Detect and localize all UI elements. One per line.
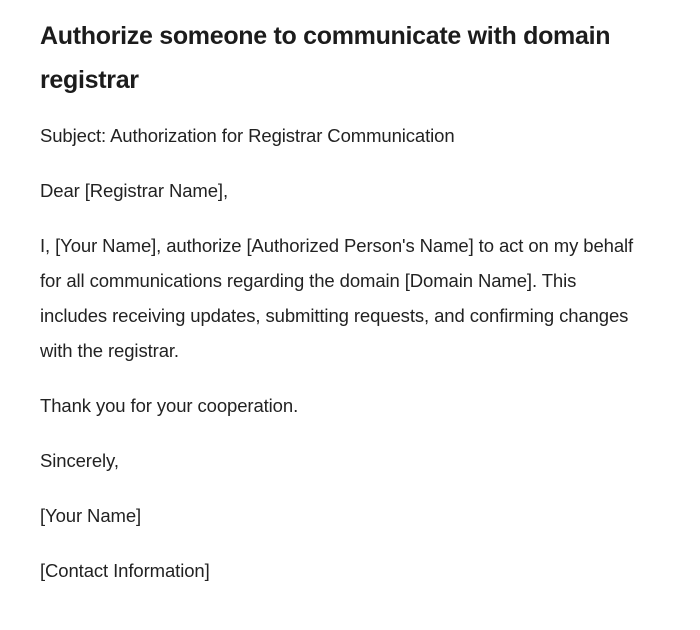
signature-name: [Your Name]: [40, 505, 142, 526]
closing-thanks: Thank you for your cooperation.: [40, 395, 299, 416]
subject-line: Subject: Authorization for Registrar Communication: [40, 125, 455, 146]
signature-contact: [Contact Information]: [40, 560, 210, 581]
page-title: Authorize someone to communicate with domain registrar: [40, 22, 611, 94]
salutation: Dear [Registrar Name],: [40, 180, 228, 201]
body-paragraph: I, [Your Name], authorize [Authorized Person's Name] to act on my behalf for all communications regarding the domain [Domain Name]. This includes receiving updates, submitting requests, and confirming changes with the registrar.: [40, 235, 634, 361]
sign-off: Sincerely,: [40, 450, 119, 471]
